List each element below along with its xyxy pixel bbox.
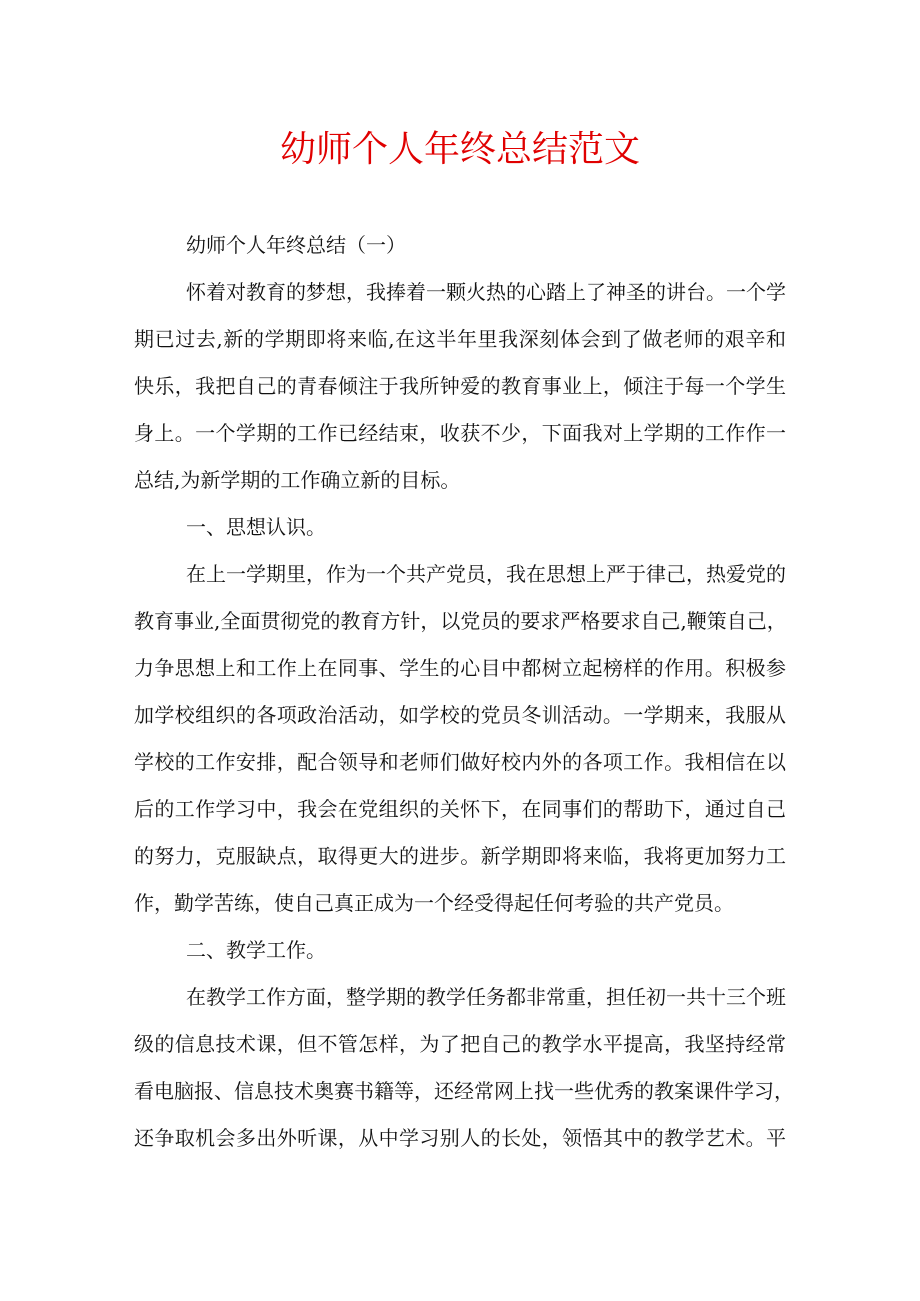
paragraph-teaching [134, 974, 794, 1162]
text-line: 看电脑报、信息技术奥赛书籍等，还经常网上找一些优秀的教案课件学习， [134, 1079, 794, 1103]
text-line: 身上。一个学期的工作已经结束，收获不少，下面我对上学期的工作作一 [134, 421, 786, 445]
text-line: 的努力，克服缺点，取得更大的进步。新学期即将来临，我将更加努力工 [134, 844, 786, 868]
text-line: 幼师个人年终总结（一） [186, 233, 406, 257]
text-line: 快乐，我把自己的青春倾注于我所钟爱的教育事业上，倾注于每一个学生 [134, 374, 786, 398]
text-line: 二、教学工作。 [186, 938, 326, 962]
text-line: 还争取机会多出外听课，从中学习别人的长处，领悟其中的教学艺术。平 [134, 1126, 786, 1150]
paragraph-thought [134, 551, 786, 927]
text-line: 后的工作学习中，我会在党组织的关怀下，在同事们的帮助下，通过自己 [134, 797, 786, 821]
text-line: 级的信息技术课，但不管怎样，为了把自己的教学水平提高，我坚持经常 [134, 1032, 786, 1056]
section-heading-thought [134, 504, 786, 551]
document-title: 幼师个人年终总结范文 [279, 129, 640, 170]
text-line: 在上一学期里，作为一个共产党员，我在思想上严于律己，热爱党的 [186, 562, 786, 586]
section-heading-teaching [134, 927, 786, 974]
section-heading-1 [134, 222, 786, 269]
text-line: 一、思想认识。 [186, 515, 326, 539]
text-line: 怀着对教育的梦想，我捧着一颗火热的心踏上了神圣的讲台。一个学 [186, 280, 786, 304]
document-body [134, 222, 794, 1162]
text-line: 力争思想上和工作上在同事、学生的心目中都树立起榜样的作用。积极参 [134, 656, 786, 680]
paragraph-intro [134, 269, 786, 504]
text-line: 作，勤学苦练，使自己真正成为一个经受得起任何考验的共产党员。 [134, 891, 734, 915]
text-line: 总结,为新学期的工作确立新的目标。 [134, 468, 461, 492]
text-line: 教育事业,全面贯彻党的教育方针，以党员的要求严格要求自己,鞭策自己， [134, 609, 787, 633]
text-line: 加学校组织的各项政治活动，如学校的党员冬训活动。一学期来，我服从 [134, 703, 786, 727]
text-line: 在教学工作方面，整学期的教学任务都非常重，担任初一共十三个班 [186, 985, 786, 1009]
text-line: 期已过去,新的学期即将来临,在这半年里我深刻体会到了做老师的艰辛和 [134, 327, 786, 351]
text-line: 学校的工作安排，配合领导和老师们做好校内外的各项工作。我相信在以 [134, 750, 786, 774]
